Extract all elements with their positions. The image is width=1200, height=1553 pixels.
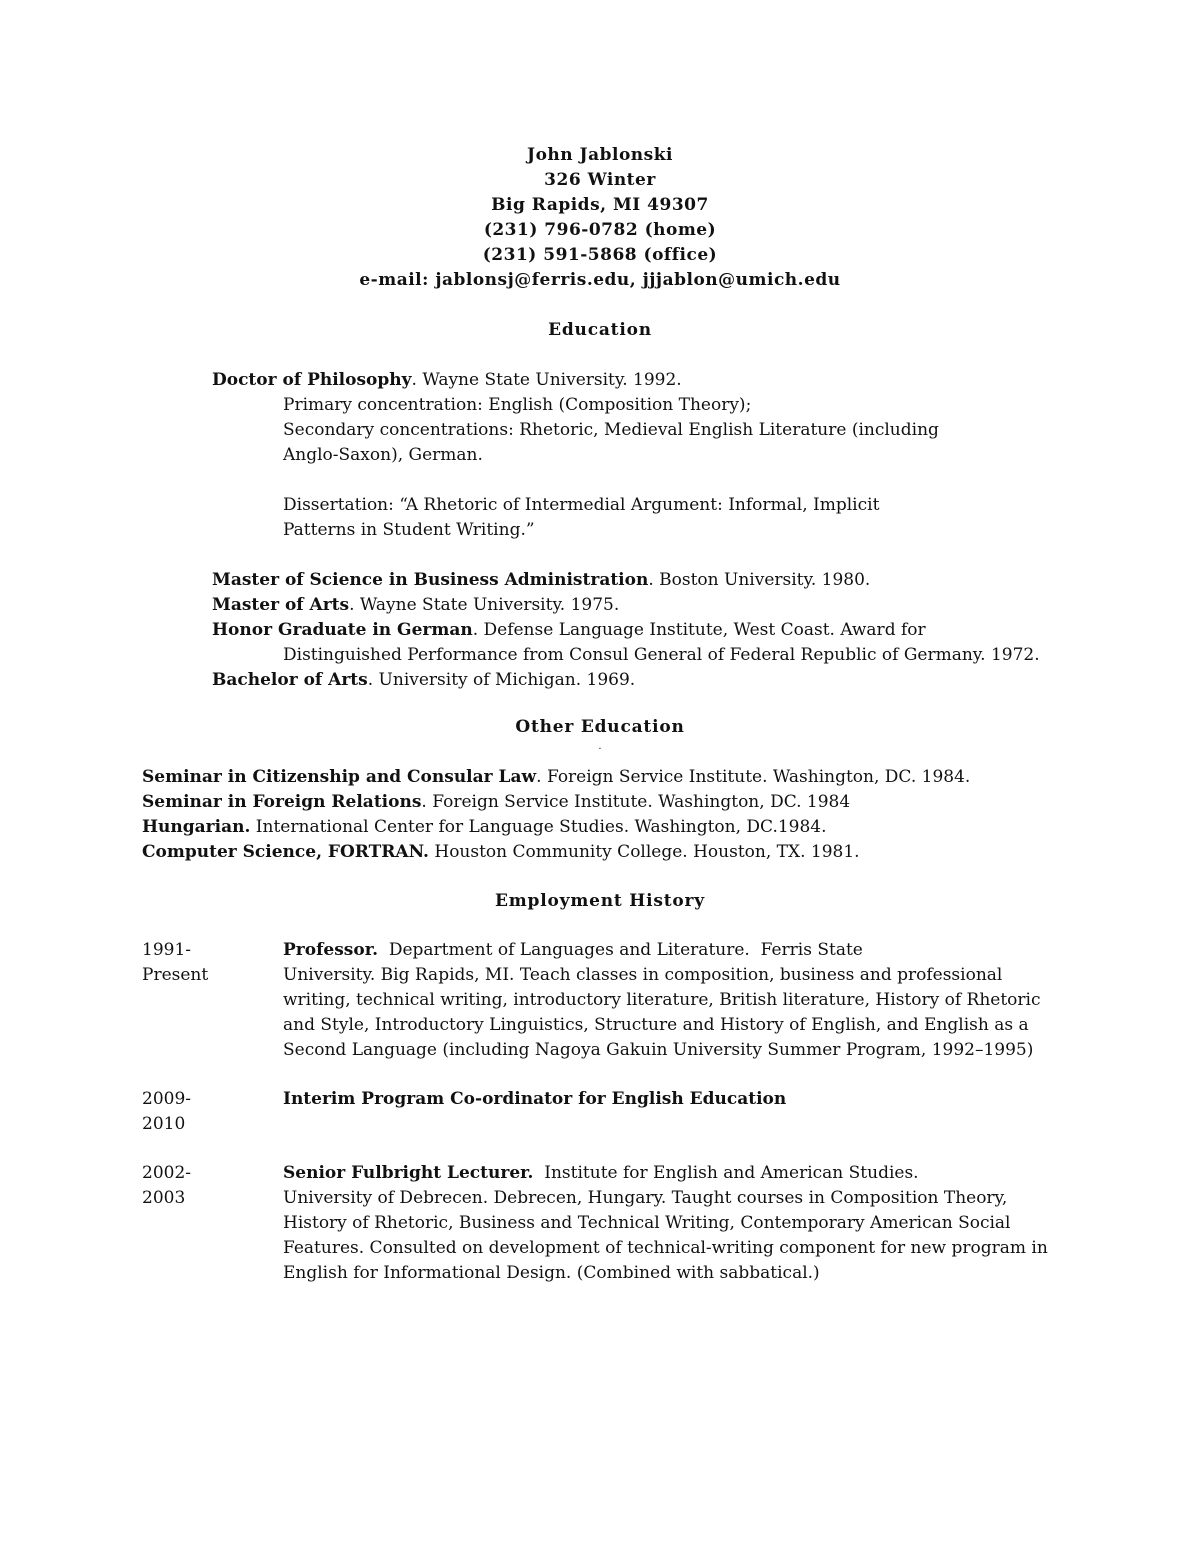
honor-entry bbox=[212, 618, 1040, 643]
spacer bbox=[212, 543, 1040, 568]
phd-primary: Primary concentration: English (Composition Theory); bbox=[283, 395, 752, 415]
job-first-line bbox=[283, 938, 1063, 963]
msba-degree: Master of Science in Business Administration bbox=[212, 570, 649, 590]
other-edu-details: . Foreign Service Institute. Washington, DC. 1984 bbox=[421, 792, 851, 812]
other-edu-details: International Center for Language Studies. Washington, DC.1984. bbox=[250, 817, 827, 837]
ma-entry bbox=[212, 593, 1040, 618]
job-line: English for Informational Design. (Combined with sabbatical.) bbox=[283, 1263, 820, 1283]
ba-details: . University of Michigan. 1969. bbox=[367, 670, 636, 690]
job-first-line bbox=[283, 1161, 1063, 1186]
other-edu-title: Computer Science, FORTRAN. bbox=[142, 842, 429, 862]
job-line: Department of Languages and Literature. Ferris State bbox=[378, 940, 863, 960]
job-years bbox=[142, 1161, 262, 1211]
msba-entry bbox=[212, 568, 1040, 593]
job-line: and Style, Introductory Linguistics, Structure and History of English, and English as a bbox=[283, 1015, 1029, 1035]
other-education-heading: Other Education bbox=[515, 717, 685, 737]
employment-heading: Employment History bbox=[495, 891, 705, 911]
honor-details: . Defense Language Institute, West Coast. Award for bbox=[472, 620, 926, 640]
phd-dissertation-cont: Patterns in Student Writing.” bbox=[283, 520, 535, 540]
other-edu-item bbox=[142, 765, 970, 790]
job-line: University. Big Rapids, MI. Teach classes in composition, business and professional bbox=[283, 965, 1003, 985]
msba-details: . Boston University. 1980. bbox=[648, 570, 871, 590]
job-year-start: 2009- bbox=[142, 1089, 192, 1109]
phone-home: (231) 796-0782 (home) bbox=[483, 220, 717, 240]
job-year-end: 2010 bbox=[142, 1114, 186, 1134]
job-title: Senior Fulbright Lecturer. bbox=[283, 1163, 534, 1183]
education-heading: Education bbox=[548, 320, 652, 340]
phd-details: . Wayne State University. 1992. bbox=[411, 370, 682, 390]
other-education-list bbox=[142, 765, 970, 865]
phd-entry bbox=[212, 368, 1040, 393]
other-edu-details: Houston Community College. Houston, TX. 1981. bbox=[428, 842, 860, 862]
job-year-end: 2003 bbox=[142, 1188, 186, 1208]
other-edu-item bbox=[142, 790, 970, 815]
other-edu-title: Seminar in Citizenship and Consular Law bbox=[142, 767, 537, 787]
stray-dot: . bbox=[598, 741, 602, 752]
ma-details: . Wayne State University. 1975. bbox=[349, 595, 620, 615]
job-line: Institute for English and American Studies. bbox=[533, 1163, 919, 1183]
city-address: Big Rapids, MI 49307 bbox=[491, 195, 709, 215]
phd-degree: Doctor of Philosophy bbox=[212, 370, 412, 390]
ba-degree: Bachelor of Arts bbox=[212, 670, 368, 690]
job-description bbox=[283, 1087, 1063, 1112]
job-line: History of Rhetoric, Business and Technical Writing, Contemporary American Social bbox=[283, 1213, 1011, 1233]
job-title: Professor. bbox=[283, 940, 379, 960]
job-line: Second Language (including Nagoya Gakuin University Summer Program, 1992–1995) bbox=[283, 1040, 1034, 1060]
phd-secondary-cont: Anglo-Saxon), German. bbox=[283, 445, 483, 465]
honor-degree: Honor Graduate in German bbox=[212, 620, 473, 640]
education-list bbox=[212, 368, 1040, 693]
job-year-start: 1991- bbox=[142, 940, 192, 960]
honor-details-cont: Distinguished Performance from Consul General of Federal Republic of Germany. 1972. bbox=[283, 645, 1040, 665]
other-edu-item bbox=[142, 815, 970, 840]
job-year-end: Present bbox=[142, 965, 209, 985]
email-line: e-mail: jablonsj@ferris.edu, jjjablon@umich.edu bbox=[359, 270, 841, 290]
job-years bbox=[142, 1087, 262, 1137]
other-edu-item bbox=[142, 840, 970, 865]
other-edu-details: . Foreign Service Institute. Washington, DC. 1984. bbox=[536, 767, 971, 787]
job-line: University of Debrecen. Debrecen, Hungary. Taught courses in Composition Theory, bbox=[283, 1188, 1008, 1208]
phd-secondary: Secondary concentrations: Rhetoric, Medieval English Literature (including bbox=[283, 420, 939, 440]
ba-entry bbox=[212, 668, 1040, 693]
job-title: Interim Program Co-ordinator for English Education bbox=[283, 1089, 787, 1109]
phone-office: (231) 591-5868 (office) bbox=[482, 245, 718, 265]
job-line: Features. Consulted on development of technical-writing component for new program in bbox=[283, 1238, 1048, 1258]
other-edu-title: Seminar in Foreign Relations bbox=[142, 792, 422, 812]
street-address: 326 Winter bbox=[544, 170, 656, 190]
job-description bbox=[283, 1161, 1063, 1286]
job-year-start: 2002- bbox=[142, 1163, 192, 1183]
phd-dissertation: Dissertation: “A Rhetoric of Intermedial Argument: Informal, Implicit bbox=[283, 495, 880, 515]
job-years bbox=[142, 938, 262, 988]
other-edu-title: Hungarian. bbox=[142, 817, 251, 837]
spacer bbox=[212, 468, 1040, 493]
job-line: writing, technical writing, introductory literature, British literature, History of Rhetoric bbox=[283, 990, 1041, 1010]
ma-degree: Master of Arts bbox=[212, 595, 350, 615]
job-first-line bbox=[283, 1087, 1063, 1112]
contact-header bbox=[0, 143, 1200, 293]
person-name: John Jablonski bbox=[527, 145, 673, 165]
job-description bbox=[283, 938, 1063, 1063]
